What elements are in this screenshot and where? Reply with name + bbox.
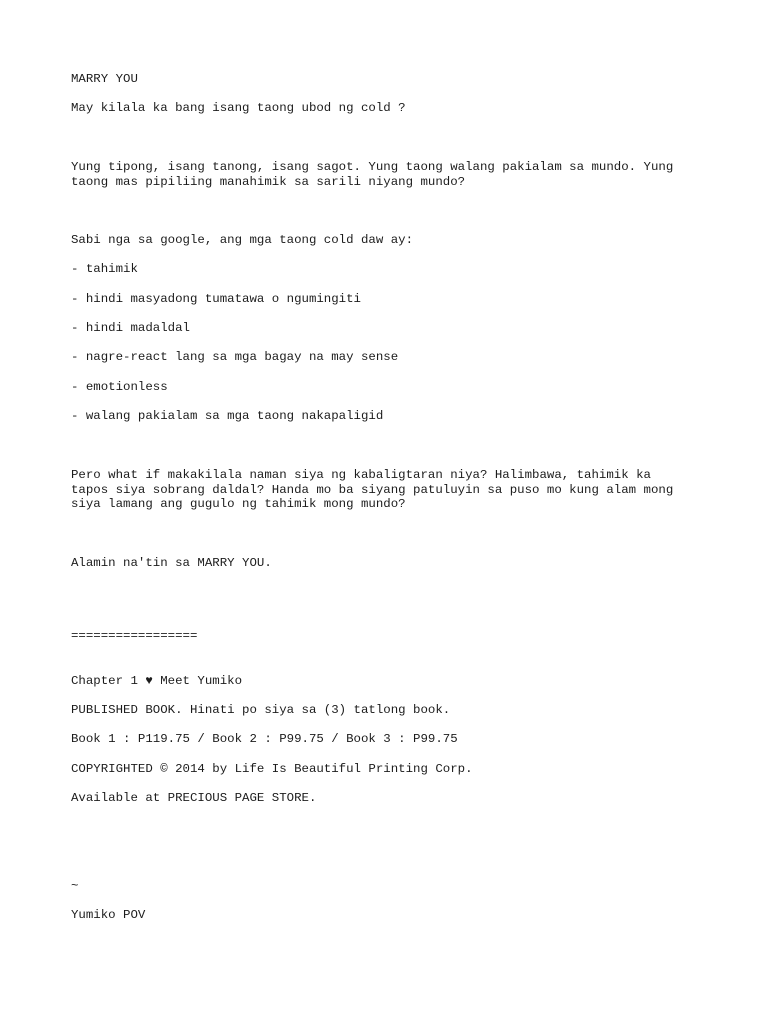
trait-item: - emotionless — [71, 380, 168, 394]
trait-item: - hindi madaldal — [71, 321, 190, 335]
trait-item: - nagre-react lang sa mga bagay na may sense — [71, 350, 399, 364]
trait-item: - tahimik — [71, 262, 138, 276]
chapter-heading: Chapter 1 ♥ Meet Yumiko — [71, 674, 243, 688]
what-if-paragraph: Pero what if makakilala naman siya ng kabaligtaran niya? Halimbawa, tahimik ka tapos siya sobrang daldal? Handa mo ba siyang patuluyin sa puso mo kung alam mong siya lamang ang gugulo ng tahimik mong mundo? — [71, 468, 674, 512]
availability-note: Available at PRECIOUS PAGE STORE. — [71, 791, 317, 805]
document-title: MARRY YOU — [71, 72, 138, 86]
pov-heading: Yumiko POV — [71, 908, 146, 922]
book-prices: Book 1 : P119.75 / Book 2 : P99.75 / Book 3 : P99.75 — [71, 732, 458, 746]
tilde-separator: ~ — [71, 879, 79, 893]
trait-item: - walang pakialam sa mga taong nakapaligid — [71, 409, 384, 423]
section-divider: ================= — [71, 629, 198, 643]
closing-line: Alamin na'tin sa MARRY YOU. — [71, 556, 272, 570]
trait-item: - hindi masyadong tumatawa o ngumingiti — [71, 292, 361, 306]
intro-paragraph: Yung tipong, isang tanong, isang sagot. Yung taong walang pakialam sa mundo. Yung taong mas pipiliing manahimik sa sarili niyang mundo? — [71, 160, 674, 189]
google-intro: Sabi nga sa google, ang mga taong cold daw ay: — [71, 233, 414, 247]
copyright-notice: COPYRIGHTED © 2014 by Life Is Beautiful Printing Corp. — [71, 762, 473, 776]
opening-question: May kilala ka bang isang taong ubod ng cold ? — [71, 101, 406, 115]
published-note: PUBLISHED BOOK. Hinati po siya sa (3) tatlong book. — [71, 703, 451, 717]
